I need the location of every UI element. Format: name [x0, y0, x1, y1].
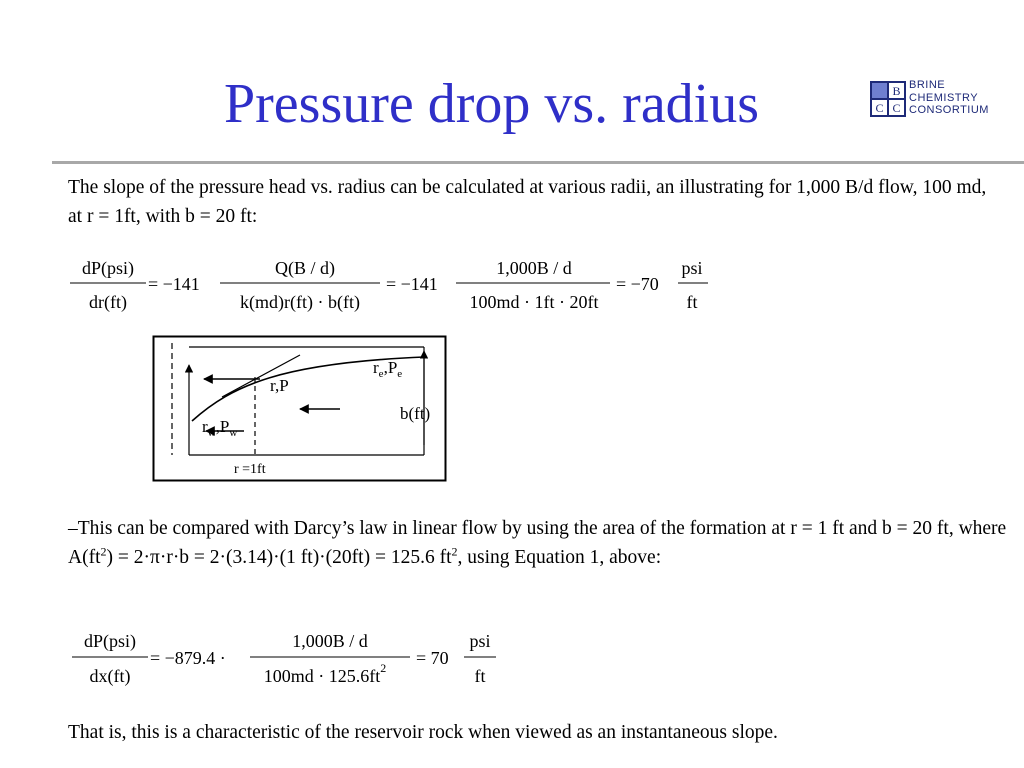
r-equals-1ft-label: r =1ft: [234, 462, 266, 477]
eq1-lhs-numerator: dP(psi): [81, 258, 135, 278]
r-p-label: r,P: [270, 376, 289, 395]
eq2-coeff-a: = −879.4 ·: [150, 648, 226, 668]
rw-pw-label: $r_w,P_w$: [202, 417, 238, 439]
logo-word-chemistry: CHEMISTRY: [909, 91, 979, 104]
radial-flow-diagram: [152, 335, 448, 483]
eq1-b-numerator: 1,000B / d: [496, 258, 572, 278]
logo-wordmark: [909, 79, 989, 117]
eq1-coeff-c: = −70: [616, 274, 659, 294]
eq2-lhs-numerator: dP(psi): [83, 631, 137, 651]
eq2-lhs-denominator: dx(ft): [89, 666, 131, 686]
logo-word-brine: BRINE: [909, 79, 946, 91]
eq2-coeff-b: = 70: [416, 648, 449, 668]
logo-letter-b: B: [892, 84, 901, 98]
conclusion-paragraph: That is, this is a characteristic of the reservoir rock when viewed as an instantaneous slope.: [68, 722, 778, 743]
eq1-c-denominator: ft: [686, 292, 698, 312]
eq1-b-denominator: 100md · 1ft · 20ft: [469, 292, 599, 312]
logo-word-consortium: CONSORTIUM: [909, 104, 989, 116]
title-divider: [52, 161, 1024, 164]
re-pe-label: $r_e,P_e$: [373, 358, 403, 380]
logo-letter-c2: C: [892, 101, 901, 115]
eq1-lhs-denominator: dr(ft): [89, 292, 127, 312]
logo-mark-icon: [869, 79, 907, 119]
brine-chemistry-consortium-logo: [869, 79, 1009, 121]
equation-1: [60, 252, 720, 316]
intro-paragraph: The slope of the pressure head vs. radius can be calculated at various radii, an illustrating for 1,000 B/d flow, 100 md, at r = 1ft, with b = 20 ft:: [68, 177, 987, 227]
eq2-b-numerator: psi: [469, 631, 491, 651]
eq2-b-denominator: ft: [474, 666, 486, 686]
logo-letter-c: C: [875, 101, 884, 115]
equation-2: [60, 625, 520, 691]
eq1-c-numerator: psi: [681, 258, 703, 278]
slide-title: Pressure drop vs. radius: [224, 73, 760, 135]
eq2-a-numerator: 1,000B / d: [292, 631, 368, 651]
b-ft-label: b(ft): [400, 404, 431, 423]
darcy-comparison-paragraph: –This can be compared with Darcy’s law in linear flow by using the area of the formation at r = 1 ft and b = 20 ft, where $A(ft^2) = 2\cdot\pi\cdot r\cdot b = 2\cdot(3.14)\cdot(1$ ft)·(20ft) = 125.6 $ft^2$, using Equation 1, above:: [68, 518, 1007, 568]
eq1-coeff-a: = −141: [148, 274, 200, 294]
eq1-a-denominator: k(md)r(ft) · b(ft): [240, 292, 360, 312]
eq2-a-denominator: $100md \cdot 125.6ft^2$: [263, 661, 387, 686]
eq1-a-numerator: Q(B / d): [275, 258, 335, 278]
eq1-coeff-b: = −141: [386, 274, 438, 294]
